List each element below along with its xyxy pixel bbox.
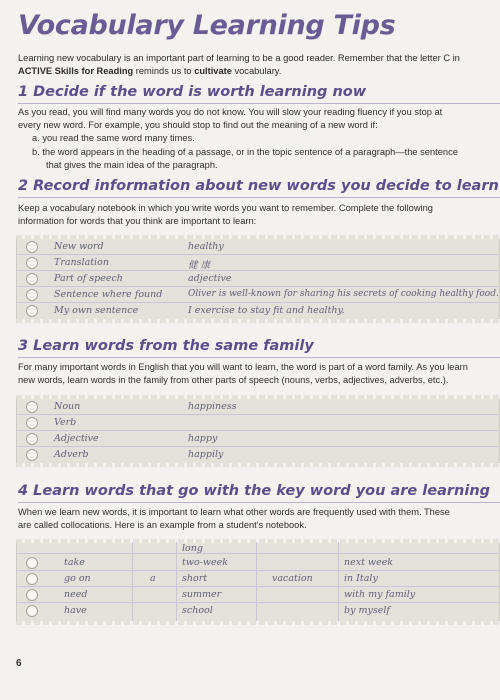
binder-hole-icon (26, 449, 38, 461)
notebook-label: Adjective (54, 433, 99, 444)
notebook-row (16, 287, 500, 303)
binder-hole-icon (26, 273, 38, 285)
section-1-item-b: b. the word appears in the heading of a passage, or in the topic sentence of a paragraph—the sentence (32, 146, 458, 157)
adjective-cell: long (182, 543, 203, 554)
intro-mid: reminds us to (133, 66, 195, 76)
collocation-row (16, 603, 500, 619)
collocation-row (16, 543, 500, 554)
section-1-line: As you read, you will find many words you do not know. You will slow your reading fluency if you stop at (18, 107, 443, 117)
notebook-label: Sentence where found (54, 289, 163, 300)
section-3-line: new words, learn words in the family from other parts of speech (nouns, verbs, adjectives, adverbs, etc.). (18, 375, 449, 386)
binder-hole-icon (26, 257, 38, 269)
binder-hole-icon (26, 557, 38, 569)
notebook-label: New word (54, 241, 104, 252)
ending-cell: with my family (344, 589, 416, 600)
section-3-text (18, 361, 500, 387)
binder-hole-icon (26, 289, 38, 301)
adjective-cell: short (182, 573, 208, 584)
ending-cell: next week (344, 557, 394, 568)
binder-hole-icon (26, 417, 38, 429)
ending-cell: by myself (344, 605, 390, 616)
binder-hole-icon (26, 589, 38, 601)
intro-paragraph (18, 52, 500, 78)
notebook-label: Noun (54, 401, 81, 412)
collocation-row (16, 571, 500, 587)
notebook-row (16, 303, 500, 319)
notebook-value: healthy (188, 241, 224, 252)
section-2-text (18, 202, 500, 228)
cultivate-word: cultivate (194, 66, 232, 76)
binder-hole-icon (26, 241, 38, 253)
notebook-value: Oliver is well-known for sharing his secrets of cooking healthy food. (188, 289, 499, 299)
section-4-line: When we learn new words, it is important to learn what other words are frequently used with them. These (18, 507, 450, 517)
section-1-item-a: a. you read the same word many times. (32, 133, 195, 144)
adjective-cell: summer (182, 589, 222, 600)
section-1-item-b-cont: that gives the main idea of the paragraph. (46, 159, 218, 170)
section-4-heading: 4 Learn words that go with the key word you are learning (18, 483, 500, 503)
section-3-line: For many important words in English that you will want to learn, the word is part of a word family. As you learn (18, 362, 468, 372)
notebook-value: 健 康 (188, 260, 211, 271)
notebook-value: happiness (188, 401, 237, 412)
notebook-row (16, 271, 500, 287)
section-2-line: information for words that you think are important to learn: (18, 216, 257, 227)
ending-cell: in Italy (344, 573, 378, 584)
notebook-row (16, 431, 500, 447)
notebook-row (16, 399, 500, 415)
adjective-cell: school (182, 605, 213, 616)
section-4-text (18, 506, 500, 532)
book-title: ACTIVE Skills for Reading (18, 66, 134, 76)
collocation-row (16, 555, 500, 571)
section-1-text (18, 106, 500, 172)
section-3-heading: 3 Learn words from the same family (18, 338, 500, 358)
section-4-line: are called collocations. Here is an example from a student's notebook. (18, 520, 307, 531)
notebook-label: Translation (54, 257, 109, 268)
notebook-word-family (16, 398, 500, 464)
notebook-value: I exercise to stay fit and healthy. (188, 305, 345, 316)
notebook-label: My own sentence (54, 305, 139, 316)
verb-cell: have (64, 605, 87, 616)
article-cell: a (150, 573, 156, 584)
section-1-heading: 1 Decide if the word is worth learning now (18, 84, 500, 104)
intro-end: vocabulary. (231, 66, 282, 76)
section-2-heading: 2 Record information about new words you decide to learn (18, 178, 500, 198)
notebook-row (16, 415, 500, 431)
notebook-row (16, 239, 500, 255)
intro-line-1: Learning new vocabulary is an important part of learning to be a good reader. Remember that the letter C in (18, 53, 460, 63)
binder-hole-icon (26, 305, 38, 317)
binder-hole-icon (26, 573, 38, 585)
notebook-label: Adverb (54, 449, 89, 460)
verb-cell: go on (64, 573, 91, 584)
notebook-row (16, 255, 500, 271)
binder-hole-icon (26, 433, 38, 445)
verb-cell: need (64, 589, 88, 600)
verb-cell: take (64, 557, 85, 568)
notebook-value: adjective (188, 273, 232, 284)
notebook-label: Verb (54, 417, 77, 428)
notebook-row (16, 447, 500, 463)
intro-line-2 (18, 65, 500, 78)
binder-hole-icon (26, 605, 38, 617)
key-word-cell: vacation (272, 573, 313, 584)
section-1-line: every new word. For example, you should stop to find out the meaning of a new word if: (18, 120, 378, 131)
binder-hole-icon (26, 401, 38, 413)
collocation-row (16, 587, 500, 603)
notebook-label: Part of speech (54, 273, 123, 284)
page-title: Vocabulary Learning Tips (18, 10, 396, 41)
notebook-record (16, 238, 500, 320)
section-2-line: Keep a vocabulary notebook in which you write words you want to remember. Complete the following (18, 203, 433, 213)
notebook-value: happily (188, 449, 224, 460)
adjective-cell: two-week (182, 557, 229, 568)
page-number: 6 (16, 658, 22, 669)
notebook-value: happy (188, 433, 218, 444)
notebook-collocations (16, 542, 500, 622)
